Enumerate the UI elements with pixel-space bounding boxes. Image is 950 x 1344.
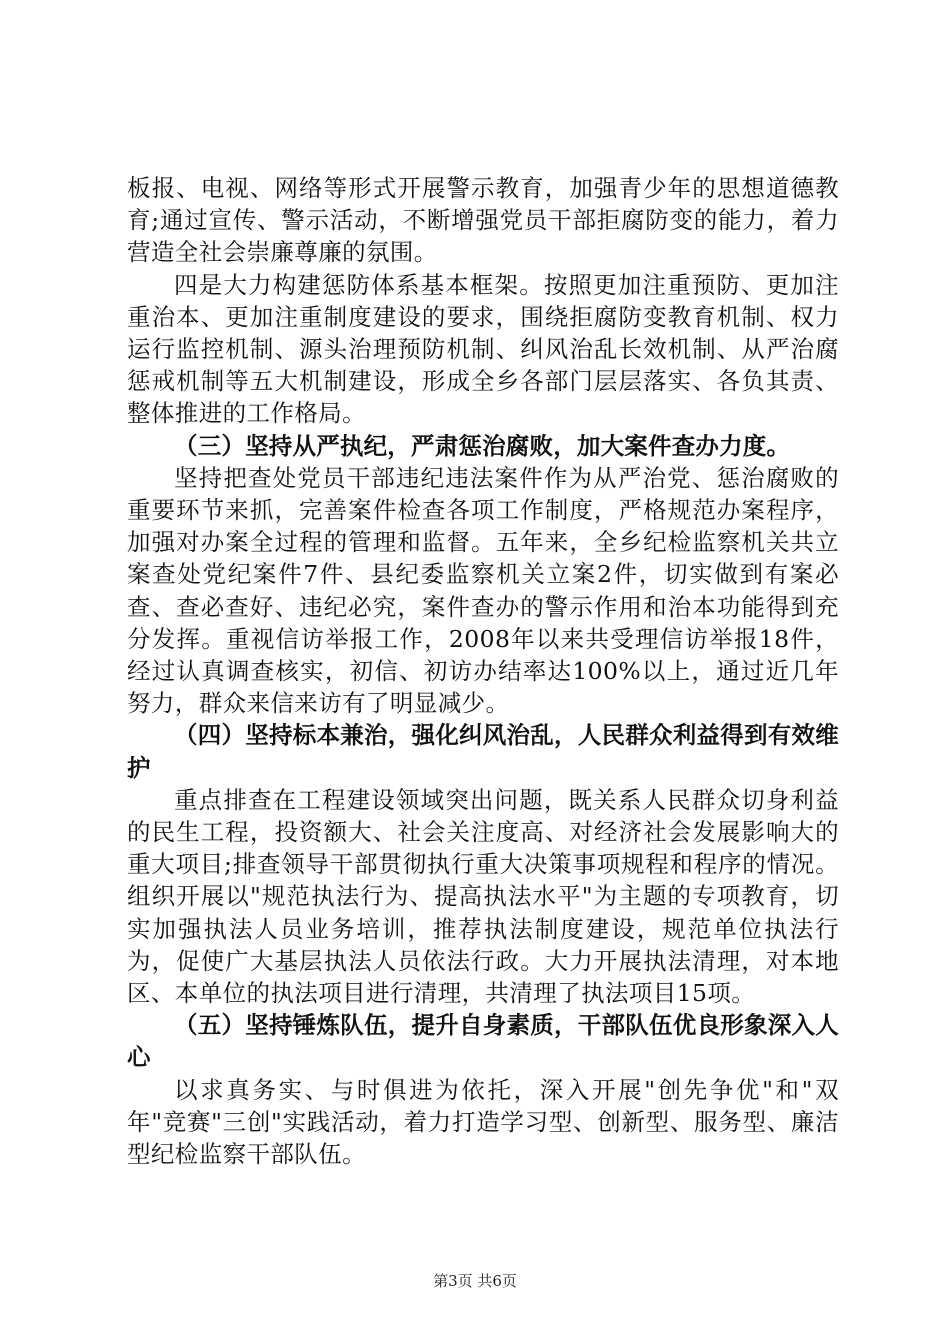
paragraph-continued: 板报、电视、网络等形式开展警示教育，加强青少年的思想道德教育;通过宣传、警示活动，不断增强党员干部拒腐防变的能力，着力营造全社会崇廉尊廉的氛围。 [127, 174, 839, 267]
document-body [127, 172, 839, 1170]
paragraph-case-investigation: 坚持把查处党员干部违纪违法案件作为从严治党、惩治腐败的重要环节来抓，完善案件检查各项工作制度，严格规范办案程序，加强对办案全过程的管理和监督。五年来，全乡纪检监察机关共立案查处党纪案件7件、县纪委监察机关立案2件，切实做到有案必查、查必查好、违纪必究，案件查办的警示作用和治本功能得到充分发挥。重视信访举报工作，2008年以来共受理信访举报18件，经过认真调查核实，初信、初访办结率达100%以上，通过近几年努力，群众来信来访有了明显减少。 [127, 463, 839, 718]
paragraph-team-building: 以求真务实、与时俱进为依托，深入开展"创先争优"和"双年"竞赛"三创"实践活动，着力打造学习型、创新型、服务型、廉洁型纪检监察干部队伍。 [127, 1075, 839, 1169]
section-heading-5: （五）坚持锤炼队伍，提升自身素质，干部队伍优良形象深入人心 [127, 1011, 839, 1072]
section-heading-3: （三）坚持从严执纪，严肃惩治腐败，加大案件查办力度。 [174, 431, 791, 460]
page-number-footer: 第3页 共6页 [433, 1272, 517, 1290]
section-heading-4: （四）坚持标本兼治，强化纠风治乱，人民群众利益得到有效维护 [127, 721, 839, 782]
paragraph-rectification: 重点排查在工程建设领域突出问题，既关系人民群众切身利益的民生工程，投资额大、社会关注度高、对经济社会发展影响大的重大项目;排查领导干部贯彻执行重大决策事项规程和程序的情况。组织开展以"规范执法行为、提高执法水平"为主题的专项教育，切实加强执法人员业务培训，推荐执法制度建设，规范单位执法行为，促使广大基层执法人员依法行政。大力开展执法清理，对本地区、本单位的执法项目进行清理，共清理了执法项目15项。 [127, 785, 839, 1008]
paragraph-anti-corruption-system: 四是大力构建惩防体系基本框架。按照更加注重预防、更加注重治本、更加注重制度建设的要求，围绕拒腐防变教育机制、权力运行监控机制、源头治理预防机制、纠风治乱长效机制、从严治腐惩戒机制等五大机制建设，形成全乡各部门层层落实、各负其责、整体推进的工作格局。 [127, 270, 839, 428]
